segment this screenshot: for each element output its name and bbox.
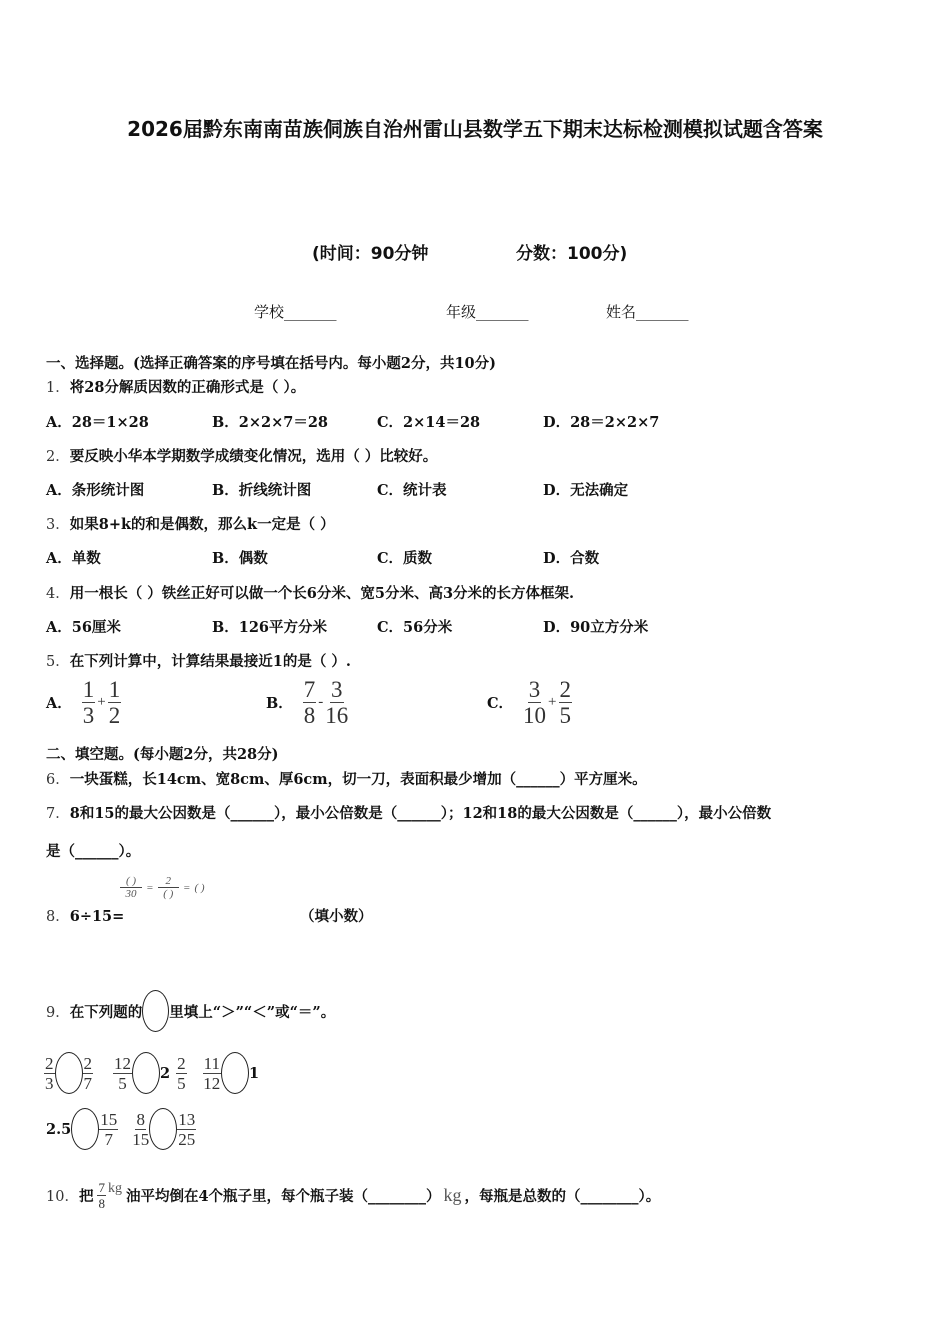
fraction: $\frac{1}{2}$ <box>108 676 121 728</box>
fraction-kg <box>97 1181 122 1210</box>
fraction: $\frac{11}{12}$ <box>203 1053 221 1093</box>
fraction: $\frac{2}{3}$ <box>45 1053 54 1093</box>
question-text: 要反映小华本学期数学成绩变化情况，选用（ ）比较好。 <box>69 448 438 465</box>
question-number: 3． <box>46 517 70 533</box>
fraction: $\frac{12}{5}$ <box>114 1053 131 1093</box>
q3-option-b: B．偶数 <box>212 550 268 567</box>
q5-option-b <box>266 676 348 728</box>
question-text: 如果8+k的和是偶数，那么k一定是（ ） <box>69 516 335 533</box>
operator: + <box>97 693 106 710</box>
blank-oval[interactable] <box>132 1052 160 1094</box>
fraction: $\frac{( )}{30}$ <box>120 876 142 900</box>
question-text: 在下列题的 <box>69 1003 143 1021</box>
equals: = <box>146 882 154 894</box>
question-number: 6． <box>46 772 70 788</box>
name-field: 姓名_______ <box>606 303 689 321</box>
compare-row-2 <box>46 1107 196 1151</box>
question-7-line2: 是（______）。 <box>46 843 141 860</box>
blank-oval[interactable] <box>142 990 169 1032</box>
question-4 <box>46 582 574 603</box>
question-text: 一块蛋糕，长14cm、宽8cm、厚6cm，切一刀，表面积最少增加（______）平方厘米。 <box>69 771 647 788</box>
exam-score: 分数：100分) <box>516 244 628 264</box>
fraction: $\frac{13}{25}$ <box>178 1109 196 1149</box>
fraction: $\frac{2}{7}$ <box>83 1053 92 1093</box>
q1-option-b: B．2×2×7＝28 <box>212 414 328 431</box>
question-6 <box>46 768 647 789</box>
compare-row-1 <box>44 1051 259 1095</box>
fraction: $\frac{7}{8}$ <box>98 1179 105 1211</box>
question-number: 8． <box>46 909 70 925</box>
page-title: 2026届黔东南南苗族侗族自治州雷山县数学五下期末达标检测模拟试题含答案 <box>127 117 823 141</box>
section2-header: 二、填空题。(每小题2分，共28分) <box>46 746 279 763</box>
operator: + <box>548 693 557 710</box>
blank: ( ) <box>194 882 205 894</box>
q3-option-d: D．合数 <box>543 550 600 567</box>
question-text: 将28分解质因数的正确形式是（ ）。 <box>69 379 306 396</box>
question-10 <box>46 1168 660 1222</box>
question-number: 9． <box>46 1004 70 1021</box>
q1-option-c: C．2×14＝28 <box>377 414 481 431</box>
grade-field: 年级_______ <box>446 303 529 321</box>
question-2 <box>46 445 437 466</box>
question-8 <box>46 905 124 926</box>
operator: - <box>318 693 324 710</box>
q5-option-a <box>46 676 121 728</box>
number: 2 <box>160 1064 171 1082</box>
fraction: $\frac{7}{8}$ <box>303 676 316 728</box>
question-number: 1． <box>46 380 70 396</box>
q4-option-d: D．90立方分米 <box>543 619 649 636</box>
question-9 <box>46 989 335 1033</box>
q4-option-b: B．126平方分米 <box>212 619 328 636</box>
q1-option-d: D．28＝2×2×7 <box>543 414 660 431</box>
fraction: $\frac{2}{5}$ <box>559 676 572 728</box>
q4-option-a: A．56厘米 <box>46 619 121 636</box>
option-label: A． <box>46 694 72 712</box>
q3-option-c: C．质数 <box>377 550 433 567</box>
fraction: $\frac{2}{5}$ <box>177 1053 186 1093</box>
question-text: 8和15的最大公因数是（______），最小公倍数是（______）；12和18的最大公因数是（______），最小公倍数 <box>69 805 772 822</box>
school-field: 学校_______ <box>254 303 337 321</box>
exam-time: (时间：90分钟 <box>312 244 429 264</box>
equals: = <box>183 882 191 894</box>
q4-option-c: C．56分米 <box>377 619 453 636</box>
question-number: 2． <box>46 449 70 465</box>
fraction: $\frac{2}{( )}$ <box>158 876 180 900</box>
fraction: $\frac{8}{15}$ <box>132 1109 150 1149</box>
number: 2.5 <box>46 1120 72 1138</box>
number: 1 <box>248 1064 260 1082</box>
question-text: 油平均倒在4个瓶子里，每个瓶子装（________） <box>125 1187 441 1205</box>
question-1 <box>46 376 305 397</box>
handwritten-fraction-image <box>120 876 205 900</box>
question-text: 里填上“＞”“＜”或“＝”。 <box>169 1003 336 1021</box>
q5-option-c <box>487 676 572 728</box>
section1-header: 一、选择题。(选择正确答案的序号填在括号内。每小题2分，共10分) <box>46 355 496 372</box>
question-text: 在下列计算中，计算结果最接近1的是（ ）. <box>69 653 351 670</box>
fraction: $\frac{15}{7}$ <box>100 1109 118 1149</box>
blank-oval[interactable] <box>55 1052 83 1094</box>
question-number: 10． <box>46 1188 79 1205</box>
q1-option-a: A．28＝1×28 <box>46 414 149 431</box>
q2-option-c: C．统计表 <box>377 482 447 499</box>
question-7 <box>46 802 771 823</box>
question-number: 5． <box>46 654 70 670</box>
fraction: $\frac{1}{3}$ <box>82 676 95 728</box>
q2-option-d: D．无法确定 <box>543 482 629 499</box>
question-text: 把 <box>78 1187 94 1205</box>
fraction: $\frac{3}{16}$ <box>325 676 349 728</box>
question-text: 用一根长（ ）铁丝正好可以做一个长6分米、宽5分米、高3分米的长方体框架. <box>69 585 575 602</box>
q3-option-a: A．单数 <box>46 550 101 567</box>
question-5 <box>46 650 351 671</box>
option-label: B． <box>266 694 293 712</box>
q2-option-b: B．折线统计图 <box>212 482 312 499</box>
question-text: ，每瓶是总数的（________）。 <box>464 1187 661 1205</box>
fill-decimal-note: （填小数） <box>300 908 373 925</box>
question-text: 6÷15= <box>69 908 125 925</box>
blank-oval[interactable] <box>221 1052 249 1094</box>
unit: kg <box>107 1180 122 1196</box>
question-3 <box>46 513 335 534</box>
blank-oval[interactable] <box>71 1108 99 1150</box>
fraction: $\frac{3}{10}$ <box>523 676 547 728</box>
option-label: C． <box>487 694 514 712</box>
blank-oval[interactable] <box>149 1108 177 1150</box>
question-number: 7． <box>46 806 70 822</box>
unit: kg <box>443 1184 462 1205</box>
question-number: 4． <box>46 586 70 602</box>
q2-option-a: A．条形统计图 <box>46 482 145 499</box>
